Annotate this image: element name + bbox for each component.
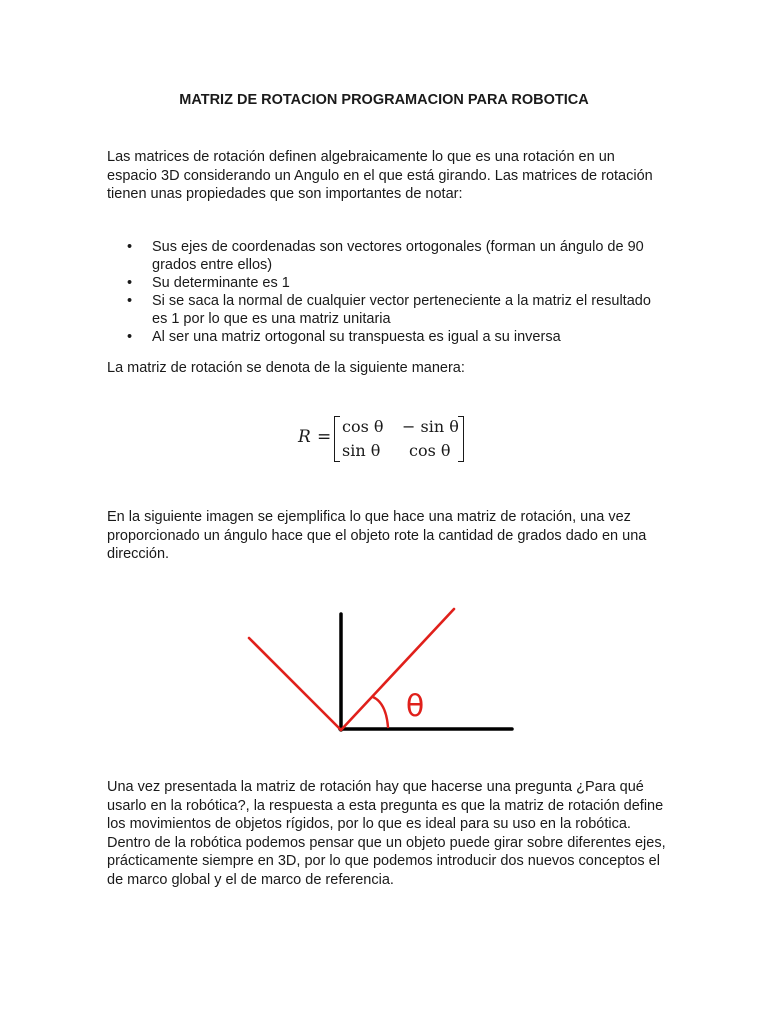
matrix-cell-a22: cos θ — [409, 441, 451, 460]
matrix-cell-a12: − sin θ — [402, 417, 459, 436]
closing-paragraph: Una vez presentada la matriz de rotación hay que hacerse una pregunta ¿Para qué usarlo en la robótica?, la respuesta a esta pregunta es que la matriz de rotación define los movimientos de objetos rígidos, por lo que es ideal para su uso en la robótica. Dentro de la robótica podemos pensar que un objeto puede girar sobre diferentes ejes, prácticamente siempre en 3D, por lo que podemos introducir dos nuevos conceptos el de marco global y el de marco de referencia. — [107, 779, 666, 888]
matrix-symbol: R — [298, 427, 311, 447]
equals-sign: = — [317, 427, 332, 447]
figure-intro-paragraph: En la siguiente imagen se ejemplifica lo que hace una matriz de rotación, una vez proporcionado un ángulo hace que el objeto rote la cantidad de grados dado en una dirección. — [107, 509, 647, 562]
angle-label: θ — [405, 689, 425, 724]
rotation-figure — [240, 600, 520, 750]
rotation-matrix-formula — [298, 414, 470, 464]
matrix-intro-paragraph: La matriz de rotación se denota de la siguiente manera: — [107, 360, 465, 376]
angle-arc — [373, 697, 388, 727]
right-bracket — [458, 416, 464, 462]
list-item: • Sus ejes de coordenadas son vectores ortogonales (forman un ángulo de 90 grados entre ellos) — [107, 238, 667, 274]
intro-paragraph: Las matrices de rotación definen algebraicamente lo que es una rotación en un espacio 3D considerando un Angulo en el que está girando. Las matrices de rotación tienen unas propiedades que son importantes de notar: — [107, 149, 653, 202]
matrix-cell-a11: cos θ — [342, 417, 384, 436]
matrix-cell-a21: sin θ — [342, 441, 381, 460]
list-item: • Al ser una matriz ortogonal su transpuesta es igual a su inversa — [107, 328, 667, 346]
rotated-line-left — [249, 638, 341, 730]
left-bracket — [334, 416, 340, 462]
list-item: • Su determinante es 1 — [107, 274, 667, 292]
rotated-line-right — [341, 609, 454, 730]
properties-list — [107, 238, 667, 346]
document-title: MATRIZ DE ROTACION PROGRAMACION PARA ROBOTICA — [179, 92, 589, 108]
list-item: • Si se saca la normal de cualquier vector perteneciente a la matriz el resultado es 1 por lo que es una matriz unitaria — [107, 292, 667, 328]
